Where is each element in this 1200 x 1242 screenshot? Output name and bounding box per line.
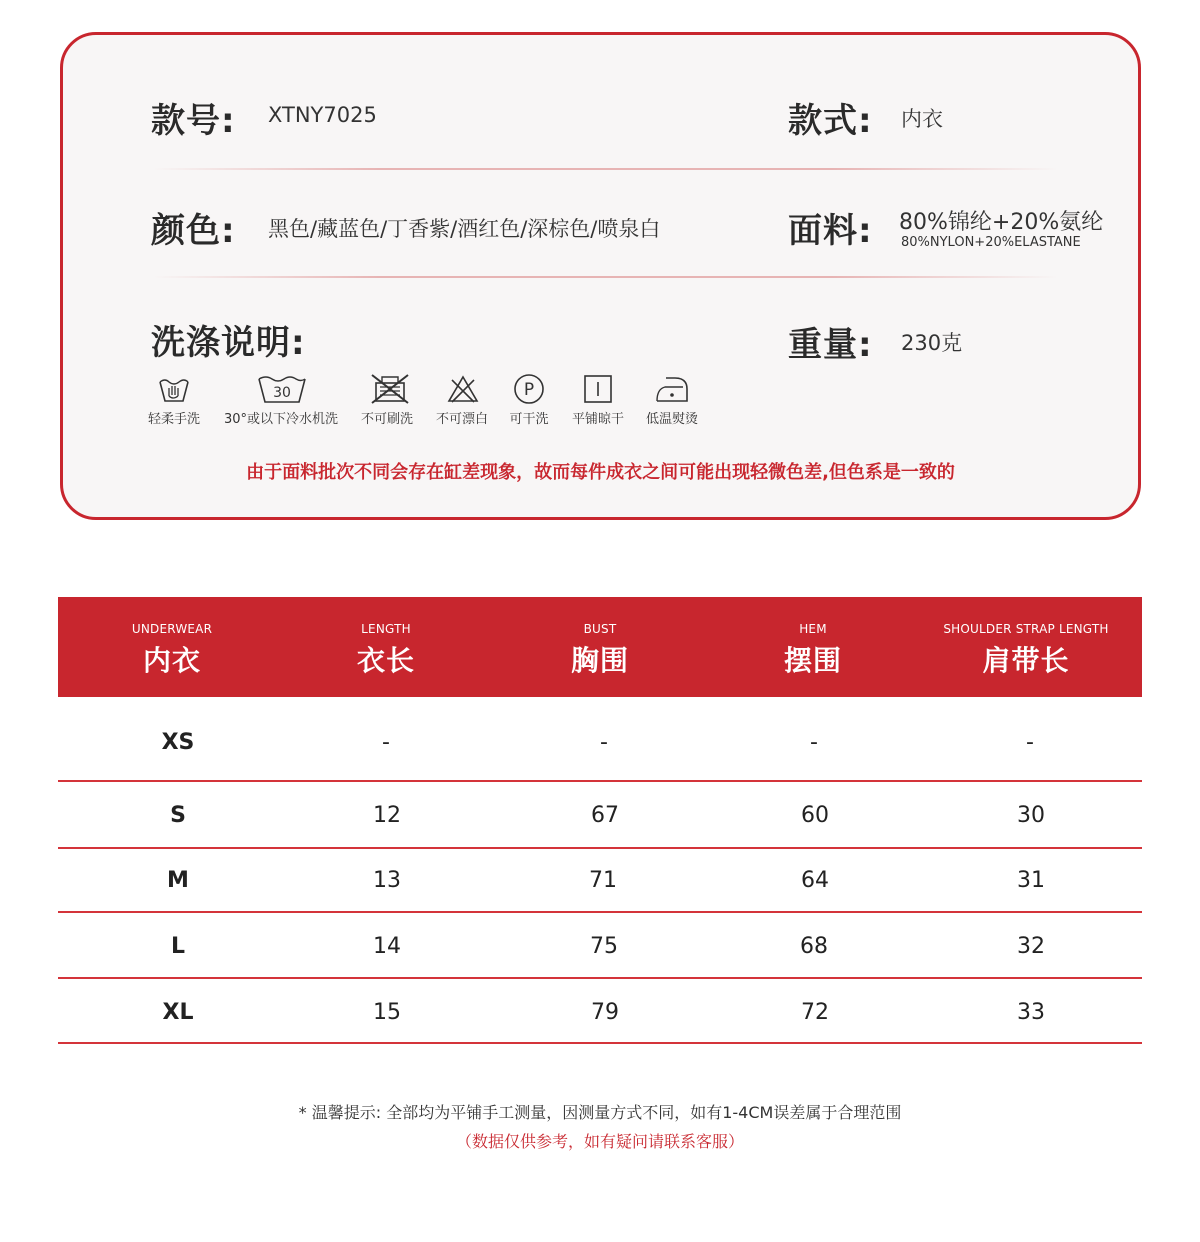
header-length: LENGTH 衣长 bbox=[356, 622, 416, 677]
hand-wash-icon bbox=[156, 371, 192, 407]
color-difference-notice: 由于面料批次不同会存在缸差现象，故而每件成衣之间可能出现轻微色差,但色系是一致的 bbox=[246, 462, 955, 483]
length-cell: 15 bbox=[373, 1000, 401, 1025]
no-brush-icon bbox=[368, 371, 412, 407]
hem-cell: 68 bbox=[800, 934, 828, 959]
color-label: 颜色: bbox=[151, 211, 236, 251]
wash-label-dry-flat: 平铺晾干 bbox=[571, 412, 625, 427]
wash-label-machine: 30°或以下冷水机洗 bbox=[223, 412, 339, 427]
row-divider bbox=[58, 1042, 1142, 1044]
size-cell: S bbox=[170, 803, 186, 828]
style-no-value: XTNY7025 bbox=[268, 103, 377, 127]
bust-cell: 67 bbox=[591, 803, 619, 828]
fabric-label: 面料: bbox=[788, 211, 873, 251]
no-bleach-icon bbox=[445, 371, 481, 407]
wash-label-no-bleach: 不可漂白 bbox=[435, 412, 489, 427]
size-cell: XL bbox=[162, 1000, 194, 1025]
hem-cell: 64 bbox=[801, 868, 829, 893]
measurement-tip: * 温馨提示: 全部均为平铺手工测量，因测量方式不同，如有1-4CM误差属于合理范围 bbox=[298, 1103, 902, 1122]
wash-label-dry-clean: 可干洗 bbox=[509, 412, 549, 427]
length-cell: 12 bbox=[373, 803, 401, 828]
strap-cell: - bbox=[1026, 730, 1034, 755]
bust-cell: 75 bbox=[590, 934, 618, 959]
color-value: 黑色/藏蓝色/丁香紫/酒红色/深棕色/喷泉白 bbox=[268, 217, 661, 241]
iron-low-icon bbox=[653, 371, 691, 407]
length-cell: - bbox=[382, 730, 390, 755]
style-value: 内衣 bbox=[901, 107, 943, 131]
size-cell: M bbox=[167, 868, 189, 893]
fabric-value-cn: 80%锦纶+20%氨纶 bbox=[899, 210, 1104, 235]
row-divider bbox=[58, 847, 1142, 849]
header-hem: HEM 摆围 bbox=[783, 622, 843, 677]
length-cell: 14 bbox=[373, 934, 401, 959]
wash-instructions-label: 洗涤说明: bbox=[151, 323, 306, 363]
strap-cell: 32 bbox=[1017, 934, 1045, 959]
bust-cell: 79 bbox=[591, 1000, 619, 1025]
wash-label-hand: 轻柔手洗 bbox=[147, 412, 201, 427]
divider bbox=[153, 168, 1058, 170]
bust-cell: - bbox=[600, 730, 608, 755]
weight-value: 230克 bbox=[901, 331, 963, 355]
size-table-header bbox=[58, 597, 1142, 697]
length-cell: 13 bbox=[373, 868, 401, 893]
header-bust: BUST 胸围 bbox=[570, 622, 630, 677]
style-no-label: 款号: bbox=[151, 101, 236, 141]
bust-cell: 71 bbox=[589, 868, 617, 893]
svg-text:P: P bbox=[523, 380, 535, 400]
svg-text:30: 30 bbox=[273, 385, 291, 401]
divider bbox=[153, 276, 1058, 278]
product-info-card bbox=[60, 32, 1141, 520]
header-underwear: UNDERWEAR 内衣 bbox=[131, 622, 213, 677]
row-divider bbox=[58, 911, 1142, 913]
wash-label-no-brush: 不可刷洗 bbox=[360, 412, 414, 427]
strap-cell: 31 bbox=[1017, 868, 1045, 893]
row-divider bbox=[58, 780, 1142, 782]
hem-cell: 60 bbox=[801, 803, 829, 828]
size-cell: XS bbox=[161, 730, 195, 755]
style-label: 款式: bbox=[788, 101, 873, 141]
fabric-value-en: 80%NYLON+20%ELASTANE bbox=[901, 235, 1081, 250]
size-cell: L bbox=[170, 934, 186, 959]
weight-label: 重量: bbox=[788, 325, 873, 365]
hem-cell: 72 bbox=[801, 1000, 829, 1025]
machine-wash-30-icon bbox=[255, 371, 309, 407]
reference-note: （数据仅供参考，如有疑问请联系客服） bbox=[455, 1132, 744, 1151]
strap-cell: 30 bbox=[1017, 803, 1045, 828]
wash-label-iron: 低温熨烫 bbox=[645, 412, 699, 427]
hem-cell: - bbox=[810, 730, 818, 755]
strap-cell: 33 bbox=[1017, 1000, 1045, 1025]
dry-clean-p-icon bbox=[511, 371, 547, 407]
dry-flat-icon bbox=[581, 371, 615, 407]
row-divider bbox=[58, 977, 1142, 979]
header-shoulder-strap: SHOULDER STRAP LENGTH 肩带长 bbox=[943, 622, 1109, 677]
